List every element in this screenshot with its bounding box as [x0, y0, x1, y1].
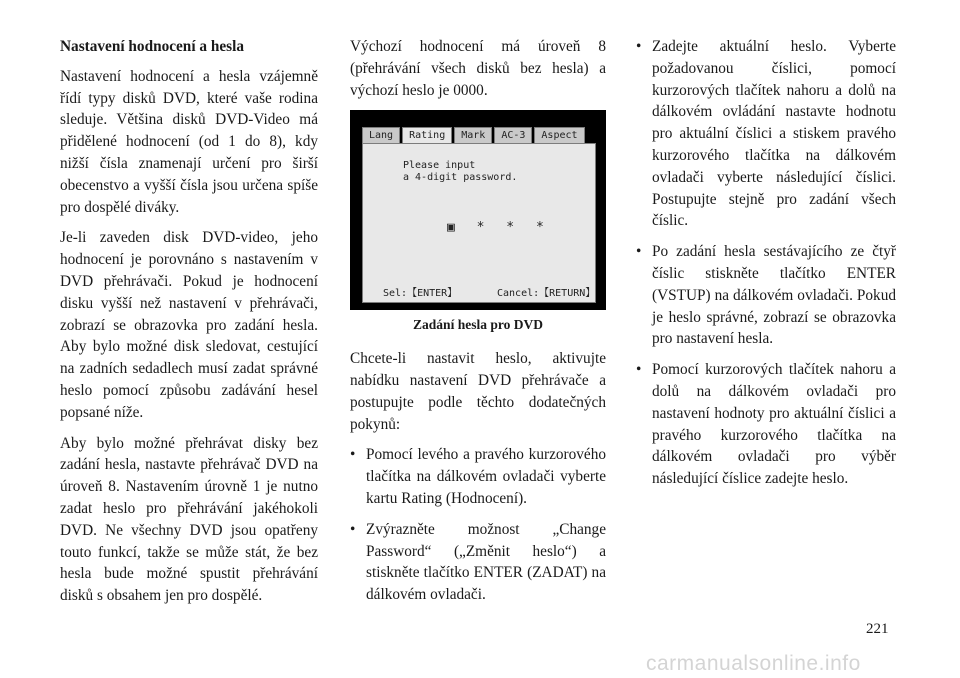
watermark: carmanualsonline.info	[646, 652, 861, 675]
paragraph: Výchozí hodnocení má úroveň 8 (přehrávání všech disků bez hesla) a výchozí heslo je 0000.	[350, 38, 606, 99]
tab-mark: Mark	[454, 127, 492, 144]
middle-column	[350, 36, 606, 615]
bullet-list	[350, 444, 606, 606]
prompt-line-2: a 4-digit password.	[403, 172, 518, 184]
paragraph: Aby bylo možné přehrávat disky bez zadání hesla, nastavte přehrávač DVD na úroveň 8. Nastavením úrovně 1 je nutno zadat heslo pro přehrávání jakéhokoli DVD. Ne všechny DVD jsou opatřeny touto funkcí, takže se může stát, že bez hesla bude možné spustit přehrávání disků s obsahem jen pro dospělé.	[60, 434, 318, 605]
list-item: • Po zadání hesla sestávajícího ze čtyř číslic stiskněte tlačítko ENTER (VSTUP) na dálkovém ovladači. Pokud je heslo správné, zobrazí se obrazovka pro nastavení hesla.	[636, 241, 896, 350]
tab-rating: Rating	[402, 127, 452, 144]
prompt-line-1: Please input	[403, 160, 476, 172]
list-item: • Zvýrazněte možnost „Change Password“ („Změnit heslo“) a stiskněte tlačítko ENTER (ZADAT) na dálkovém ovladači.	[350, 519, 606, 606]
cancel-hint: Cancel:【RETURN】	[497, 288, 596, 300]
right-column	[636, 36, 896, 499]
select-hint: Sel:【ENTER】	[383, 288, 458, 300]
list-item: • Pomocí levého a pravého kurzorového tlačítka na dálkovém ovladači vyberte kartu Rating (Hodnocení).	[350, 444, 606, 509]
tab-ac3: AC-3	[494, 127, 532, 144]
tab-aspect: Aspect	[534, 127, 584, 144]
figure-caption: Zadání hesla pro DVD	[413, 317, 543, 333]
paragraph: Je-li zaveden disk DVD-video, jeho hodnocení je porovnáno s nastavením v DVD přehrávači. Pokud je hodnocení disku vyšší než nastavení v přehrávači, zobrazí se obrazovka pro zadání hesla. Aby bylo možné disk sledovat, cestující na zadních sedadlech musí zadat správné heslo pomocí způsobu zadávání hesel popsané níže.	[60, 229, 318, 421]
paragraph: Nastavení hodnocení a hesla vzájemně řídí typy disků DVD, které vaše rodina sleduje. Většina disků DVD-Video má přidělené hodnocení (od 1 do 8), kdy nižší čísla znamenají určení pro širší obecenstvo a vyšší čísla jsou určena spíše pro dospělé diváky.	[60, 67, 318, 216]
page-number: 221	[866, 621, 889, 637]
paragraph: Chcete-li nastavit heslo, aktivujte nabídku nastavení DVD přehrávače a postupujte podle těchto dodatečných pokynů:	[350, 350, 606, 433]
list-item: • Zadejte aktuální heslo. Vyberte požadovanou číslici, pomocí kurzorových tlačítek nahoru a dolů na dálkovém ovládání nastavte hodnotu pro aktuální číslici a stiskem pravého kurzorového tlačítka na dálkovém ovladači vyberte následující číslici. Postupujte stejně pro zadání všech číslic.	[636, 36, 896, 232]
dvd-password-screen	[350, 110, 606, 310]
section-heading: Nastavení hodnocení a hesla	[60, 38, 245, 55]
dvd-tab-bar	[362, 127, 585, 144]
tab-lang: Lang	[362, 127, 400, 144]
password-field: ▣ * * *	[447, 220, 551, 236]
list-item: • Pomocí kurzorových tlačítek nahoru a dolů na dálkovém ovladači pro nastavení hodnoty pro aktuální číslici a pravého kurzorového tlačítka na dálkovém ovladači pro výběr následující číslice zadejte heslo.	[636, 359, 896, 490]
left-column	[60, 36, 318, 616]
dvd-panel	[362, 143, 596, 303]
bullet-list	[636, 36, 896, 490]
password-prompt	[403, 160, 517, 184]
